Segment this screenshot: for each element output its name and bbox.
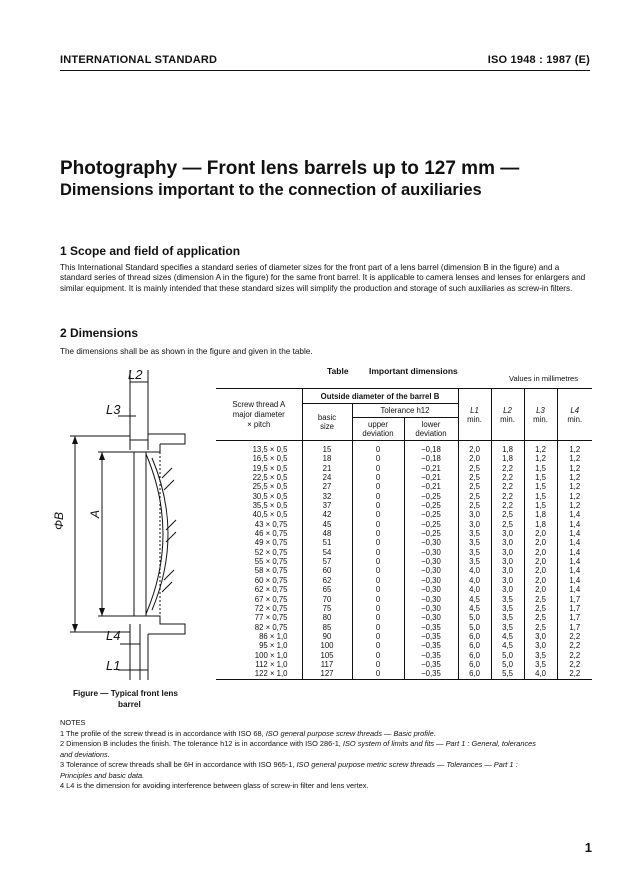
cell-l4: 2,2: [557, 632, 592, 641]
cell-thread: 60 × 0,75: [254, 575, 288, 585]
table-row: [216, 632, 592, 641]
notes-section: [60, 718, 590, 792]
cell-basic-size: 54: [302, 548, 352, 557]
table-row: [216, 623, 592, 632]
cell-lower-dev: −0,35: [404, 651, 458, 660]
cell-lower-dev: −0,18: [404, 454, 458, 463]
cell-l4: 1,7: [557, 604, 592, 613]
cell-thread: 58 × 0,75: [254, 566, 288, 576]
cell-upper-dev: 0: [352, 660, 404, 669]
col-thread-l2: major diameter: [232, 409, 285, 419]
cell-basic-size: 42: [302, 510, 352, 519]
cell-l2: 3,0: [491, 576, 524, 585]
cell-lower-dev: −0,30: [404, 585, 458, 594]
cell-l1: 2,5: [458, 482, 491, 491]
cell-basic-size: 32: [302, 492, 352, 501]
cell-upper-dev: 0: [352, 595, 404, 604]
cell-l3: 3,5: [524, 651, 557, 660]
cell-upper-dev: 0: [352, 473, 404, 482]
cell-thread: 112 × 1,0: [255, 659, 288, 669]
cell-thread: 30,5 × 0,5: [252, 491, 288, 501]
cell-lower-dev: −0,30: [404, 576, 458, 585]
cell-lower-dev: −0,21: [404, 473, 458, 482]
cell-basic-size: 60: [302, 566, 352, 575]
section-2-heading: 2 Dimensions: [60, 326, 139, 340]
cell-upper-dev: 0: [352, 585, 404, 594]
col-upper-l1: upper: [368, 420, 388, 429]
cell-l3: 2,0: [524, 538, 557, 547]
cell-l3: 2,0: [524, 566, 557, 575]
cell-upper-dev: 0: [352, 441, 404, 455]
label-l2: L2: [128, 367, 143, 382]
table-row: [216, 501, 592, 510]
label-phi-b: ΦB: [52, 511, 66, 530]
cell-thread: 49 × 0,75: [254, 538, 288, 548]
note-2-text: 2 Dimension B includes the finish. The tolerance h12 is in accordance with ISO 286-1,: [60, 739, 343, 748]
cell-l3: 4,0: [524, 669, 557, 679]
cell-lower-dev: −0,35: [404, 669, 458, 679]
cell-l1: 2,0: [458, 454, 491, 463]
cell-l2: 3,5: [491, 613, 524, 622]
cell-upper-dev: 0: [352, 464, 404, 473]
cell-l3: 1,8: [524, 510, 557, 519]
cell-l4: 1,2: [557, 454, 592, 463]
table-row: [216, 529, 592, 538]
cell-l3: 2,0: [524, 557, 557, 566]
cell-basic-size: 18: [302, 454, 352, 463]
cell-upper-dev: 0: [352, 566, 404, 575]
cell-l3: 1,8: [524, 520, 557, 529]
header-document-number: ISO 1948 : 1987 (E): [487, 54, 590, 66]
cell-l4: 1,4: [557, 548, 592, 557]
cell-thread: 86 × 1,0: [259, 631, 288, 641]
lens-barrel-figure: [60, 368, 210, 690]
cell-basic-size: 100: [302, 641, 352, 650]
table-row: [216, 520, 592, 529]
cell-basic-size: 117: [302, 660, 352, 669]
cell-thread: 72 × 0,75: [254, 603, 288, 613]
col-l4-header: [557, 389, 592, 441]
cell-thread: 13,5 × 0,5: [252, 445, 288, 454]
note-1: [60, 729, 590, 740]
col-l3-min: min.: [533, 414, 548, 424]
cell-lower-dev: −0,18: [404, 441, 458, 455]
cell-l4: 1,2: [557, 473, 592, 482]
cell-lower-dev: −0,30: [404, 595, 458, 604]
cell-thread: 55 × 0,75: [254, 557, 288, 567]
cell-thread: 95 × 1,0: [259, 641, 288, 651]
cell-lower-dev: −0,30: [404, 566, 458, 575]
cell-thread: 62 × 0,75: [254, 585, 288, 595]
cell-thread: 16,5 × 0,5: [252, 454, 288, 464]
note-3-title: ISO general purpose metric screw threads — Tolerances — Part 1 :: [296, 760, 518, 769]
note-3-text: 3 Tolerance of screw threads shall be 6H in accordance with ISO 965-1,: [60, 760, 297, 769]
note-2-cont: and deviations.: [60, 749, 110, 759]
col-upper-l2: deviation: [362, 429, 394, 438]
table-row: [216, 492, 592, 501]
cell-l3: 2,0: [524, 585, 557, 594]
col-basic-header: [302, 404, 352, 441]
cell-thread: 46 × 0,75: [254, 529, 288, 539]
table-row: [216, 510, 592, 519]
table-row: [216, 441, 592, 455]
cell-l4: 1,4: [557, 585, 592, 594]
table-caption-title: Important dimensions: [369, 366, 458, 376]
note-4: 4 L4 is the dimension for avoiding interference between glass of screw-in filter and lens vertex.: [60, 781, 369, 790]
cell-upper-dev: 0: [352, 604, 404, 613]
cell-upper-dev: 0: [352, 520, 404, 529]
cell-lower-dev: −0,25: [404, 529, 458, 538]
section-1-body: This International Standard specifies a standard series of diameter sizes for the front part of a lens barrel (dimension B in the figure) and a standard series of thread sizes (dimension A in the figure) for the same front barrel. It is applicable to camera lenses and lenses for enlargers and similar equipment. It is mainly intended that these standard sizes will simplify the production and storage of such auxiliaries as screw-in filters.: [60, 263, 586, 293]
table-row: [216, 604, 592, 613]
cell-thread: 40,5 × 0,5: [252, 510, 288, 520]
cell-l3: 2,5: [524, 613, 557, 622]
cell-l4: 1,2: [557, 501, 592, 510]
cell-upper-dev: 0: [352, 641, 404, 650]
note-2-title: ISO system of limits and fits — Part 1 : General, tolerances: [342, 739, 536, 748]
cell-l2: 3,0: [491, 529, 524, 538]
cell-lower-dev: −0,30: [404, 538, 458, 547]
cell-basic-size: 27: [302, 482, 352, 491]
section-2-body: The dimensions shall be as shown in the figure and given in the table.: [60, 347, 313, 356]
col-l2-name: L2: [503, 405, 512, 415]
cell-l4: 1,7: [557, 623, 592, 632]
cell-l3: 3,0: [524, 641, 557, 650]
col-l1-min: min.: [467, 414, 482, 424]
cell-l2: 2,2: [491, 501, 524, 510]
note-1-title: ISO general purpose screw threads — Basic profile: [265, 728, 434, 738]
note-2: [60, 739, 590, 750]
cell-l1: 4,0: [458, 566, 491, 575]
cell-thread: 19,5 × 0,5: [252, 463, 288, 473]
col-lower-header: [404, 418, 458, 441]
cell-upper-dev: 0: [352, 632, 404, 641]
cell-l2: 1,8: [491, 454, 524, 463]
cell-upper-dev: 0: [352, 482, 404, 491]
col-upper-header: [352, 418, 404, 441]
cell-l1: 5,0: [458, 613, 491, 622]
cell-l1: 4,5: [458, 595, 491, 604]
cell-l4: 1,4: [557, 576, 592, 585]
cell-l4: 1,4: [557, 538, 592, 547]
cell-lower-dev: −0,35: [404, 632, 458, 641]
cell-l3: 1,5: [524, 482, 557, 491]
cell-l3: 1,2: [524, 441, 557, 455]
cell-l2: 3,0: [491, 566, 524, 575]
dimensions-table: [216, 388, 592, 680]
cell-thread: 25,5 × 0,5: [252, 482, 288, 492]
cell-l3: 1,5: [524, 473, 557, 482]
cell-l1: 4,0: [458, 585, 491, 594]
cell-l1: 2,5: [458, 464, 491, 473]
cell-l2: 5,0: [491, 660, 524, 669]
cell-l1: 6,0: [458, 660, 491, 669]
cell-l4: 1,4: [557, 557, 592, 566]
cell-basic-size: 57: [302, 557, 352, 566]
cell-thread: 100 × 1,0: [254, 650, 288, 660]
cell-lower-dev: −0,25: [404, 520, 458, 529]
cell-l2: 2,5: [491, 520, 524, 529]
notes-heading: NOTES: [60, 718, 86, 727]
cell-l4: 2,2: [557, 669, 592, 679]
cell-basic-size: 51: [302, 538, 352, 547]
cell-l2: 4,5: [491, 632, 524, 641]
cell-l1: 3,5: [458, 548, 491, 557]
cell-l4: 1,2: [557, 464, 592, 473]
cell-l3: 1,2: [524, 454, 557, 463]
table-row: [216, 641, 592, 650]
cell-l1: 3,0: [458, 510, 491, 519]
cell-upper-dev: 0: [352, 576, 404, 585]
label-a: A: [88, 509, 102, 518]
cell-upper-dev: 0: [352, 613, 404, 622]
cell-l3: 1,5: [524, 501, 557, 510]
cell-l4: 1,2: [557, 441, 592, 455]
cell-l1: 4,0: [458, 576, 491, 585]
cell-thread: 77 × 0,75: [254, 613, 288, 623]
cell-basic-size: 21: [302, 464, 352, 473]
cell-l1: 2,5: [458, 501, 491, 510]
cell-l4: 1,7: [557, 613, 592, 622]
cell-l4: 1,4: [557, 566, 592, 575]
cell-l2: 3,0: [491, 538, 524, 547]
table-body: [216, 441, 592, 680]
cell-basic-size: 105: [302, 651, 352, 660]
col-tolerance-header: Tolerance h12: [352, 404, 458, 418]
cell-lower-dev: −0,35: [404, 641, 458, 650]
cell-l4: 2,2: [557, 660, 592, 669]
table-row: [216, 595, 592, 604]
cell-l3: 1,5: [524, 464, 557, 473]
table-row: [216, 473, 592, 482]
cell-lower-dev: −0,35: [404, 660, 458, 669]
col-l2-min: min.: [500, 414, 515, 424]
col-thread-header: [216, 389, 302, 441]
figure-caption-line2: barrel: [118, 700, 141, 709]
cell-basic-size: 85: [302, 623, 352, 632]
cell-thread: 52 × 0,75: [254, 547, 288, 557]
note-1-end: .: [433, 728, 436, 738]
cell-basic-size: 62: [302, 576, 352, 585]
cell-lower-dev: −0,30: [404, 613, 458, 622]
cell-basic-size: 70: [302, 595, 352, 604]
col-l2-header: [491, 389, 524, 441]
table-row: [216, 566, 592, 575]
cell-l2: 5,5: [491, 669, 524, 679]
figure-caption: Figure — Typical front lens: [73, 689, 178, 698]
cell-l2: 4,5: [491, 641, 524, 650]
cell-l4: 1,2: [557, 492, 592, 501]
note-3-cont: Principles and basic data.: [60, 770, 145, 780]
cell-l3: 3,5: [524, 660, 557, 669]
cell-l4: 1,4: [557, 520, 592, 529]
header-rule: [60, 70, 590, 71]
cell-upper-dev: 0: [352, 538, 404, 547]
table-row: [216, 576, 592, 585]
col-l1-header: [458, 389, 491, 441]
col-l4-name: L4: [570, 405, 580, 415]
cell-lower-dev: −0,30: [404, 557, 458, 566]
cell-l4: 2,2: [557, 651, 592, 660]
cell-upper-dev: 0: [352, 492, 404, 501]
cell-thread: 67 × 0,75: [254, 594, 288, 604]
cell-l2: 2,2: [491, 464, 524, 473]
cell-upper-dev: 0: [352, 501, 404, 510]
cell-upper-dev: 0: [352, 623, 404, 632]
table-row: [216, 660, 592, 669]
cell-l4: 2,2: [557, 641, 592, 650]
cell-lower-dev: −0,25: [404, 501, 458, 510]
header-standard-label: INTERNATIONAL STANDARD: [60, 54, 218, 66]
cell-l2: 5,0: [491, 651, 524, 660]
label-l4: L4: [106, 628, 121, 643]
col-l4-min: min.: [567, 414, 583, 424]
col-outside-header: Outside diameter of the barrel B: [302, 389, 458, 404]
page-number: 1: [584, 840, 592, 855]
cell-thread: 82 × 0,75: [254, 622, 288, 632]
cell-upper-dev: 0: [352, 454, 404, 463]
cell-basic-size: 37: [302, 501, 352, 510]
cell-l4: 1,2: [557, 482, 592, 491]
cell-upper-dev: 0: [352, 529, 404, 538]
col-lower-l2: deviation: [415, 429, 447, 438]
cell-upper-dev: 0: [352, 510, 404, 519]
cell-l3: 2,0: [524, 529, 557, 538]
cell-l1: 6,0: [458, 651, 491, 660]
cell-lower-dev: −0,25: [404, 492, 458, 501]
cell-l1: 3,5: [458, 529, 491, 538]
cell-l4: 1,7: [557, 595, 592, 604]
cell-upper-dev: 0: [352, 651, 404, 660]
cell-basic-size: 24: [302, 473, 352, 482]
page-title: Photography — Front lens barrels up to 127 mm —: [60, 158, 520, 179]
cell-l2: 3,0: [491, 548, 524, 557]
cell-l2: 3,5: [491, 595, 524, 604]
cell-lower-dev: −0,21: [404, 464, 458, 473]
table-row: [216, 538, 592, 547]
cell-basic-size: 48: [302, 529, 352, 538]
cell-basic-size: 90: [302, 632, 352, 641]
cell-l3: 2,0: [524, 576, 557, 585]
col-thread-l1: Screw thread A: [232, 399, 286, 409]
col-l3-header: [524, 389, 557, 441]
cell-l3: 3,0: [524, 632, 557, 641]
cell-basic-size: 15: [302, 441, 352, 455]
cell-l3: 2,5: [524, 604, 557, 613]
cell-lower-dev: −0,35: [404, 623, 458, 632]
table-row: [216, 482, 592, 491]
note-1-text: 1 The profile of the screw thread is in accordance with ISO 68,: [60, 728, 266, 738]
col-l3-name: L3: [536, 405, 545, 415]
cell-l1: 3,0: [458, 520, 491, 529]
cell-l2: 3,0: [491, 557, 524, 566]
cell-upper-dev: 0: [352, 557, 404, 566]
cell-lower-dev: −0,30: [404, 604, 458, 613]
cell-upper-dev: 0: [352, 669, 404, 679]
cell-l2: 2,2: [491, 492, 524, 501]
note-3: [60, 760, 590, 771]
table-row: [216, 613, 592, 622]
cell-l2: 3,0: [491, 585, 524, 594]
cell-l2: 1,8: [491, 441, 524, 455]
cell-l2: 3,5: [491, 623, 524, 632]
table-row: [216, 669, 592, 679]
cell-l3: 1,5: [524, 492, 557, 501]
cell-basic-size: 45: [302, 520, 352, 529]
col-basic-l2: size: [320, 422, 334, 431]
section-1-heading: 1 Scope and field of application: [60, 244, 241, 258]
col-lower-l1: lower: [421, 420, 441, 429]
table-row: [216, 464, 592, 473]
cell-l1: 2,0: [458, 441, 491, 455]
table-row: [216, 454, 592, 463]
cell-l3: 2,0: [524, 548, 557, 557]
cell-basic-size: 80: [302, 613, 352, 622]
cell-l2: 2,2: [491, 473, 524, 482]
col-basic-l1: basic: [317, 413, 337, 422]
cell-l1: 5,0: [458, 623, 491, 632]
cell-l2: 2,5: [491, 510, 524, 519]
table-row: [216, 651, 592, 660]
cell-thread: 22,5 × 0,5: [252, 473, 288, 483]
col-thread-l3: × pitch: [247, 419, 271, 429]
cell-l3: 2,5: [524, 623, 557, 632]
cell-basic-size: 65: [302, 585, 352, 594]
cell-l1: 3,5: [458, 557, 491, 566]
cell-thread: 122 × 1,0: [216, 669, 302, 679]
table-row: [216, 585, 592, 594]
label-l3: L3: [106, 402, 121, 417]
col-l1-name: L1: [470, 405, 479, 415]
table-units: Values in millimetres: [509, 374, 579, 383]
cell-l4: 1,4: [557, 510, 592, 519]
cell-l1: 3,5: [458, 538, 491, 547]
page-subtitle: Dimensions important to the connection of auxiliaries: [60, 181, 482, 199]
cell-l1: 2,5: [458, 473, 491, 482]
cell-lower-dev: −0,21: [404, 482, 458, 491]
cell-basic-size: 75: [302, 604, 352, 613]
cell-l1: 6,0: [458, 669, 491, 679]
cell-basic-size: 127: [302, 669, 352, 679]
cell-thread: 43 × 0,75: [254, 519, 288, 529]
cell-lower-dev: −0,25: [404, 510, 458, 519]
cell-l1: 6,0: [458, 632, 491, 641]
cell-l3: 2,5: [524, 595, 557, 604]
cell-l1: 4,5: [458, 604, 491, 613]
table-row: [216, 548, 592, 557]
table-row: [216, 557, 592, 566]
cell-thread: 35,5 × 0,5: [252, 501, 288, 511]
table-caption-label: Table: [327, 366, 349, 376]
label-l1: L1: [106, 658, 121, 673]
cell-upper-dev: 0: [352, 548, 404, 557]
cell-l1: 2,5: [458, 492, 491, 501]
cell-l2: 3,5: [491, 604, 524, 613]
cell-l1: 6,0: [458, 641, 491, 650]
cell-l2: 2,2: [491, 482, 524, 491]
cell-lower-dev: −0,30: [404, 548, 458, 557]
cell-l4: 1,4: [557, 529, 592, 538]
